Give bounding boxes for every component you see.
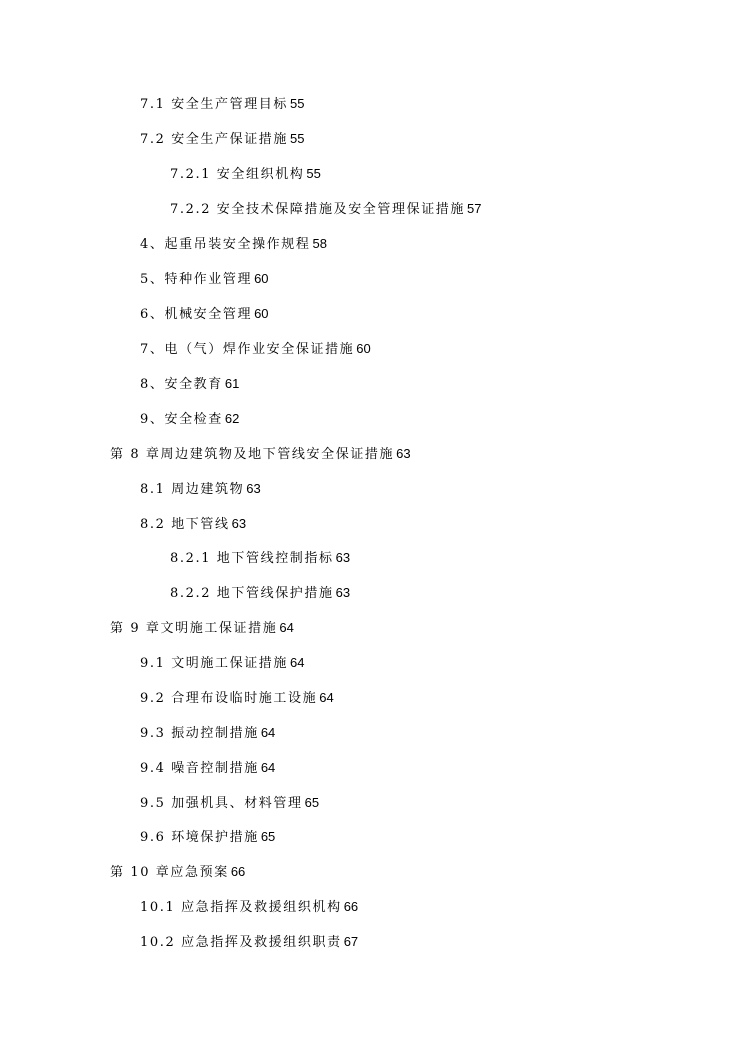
- toc-entry-9-1[interactable]: [140, 652, 304, 674]
- toc-chapter-9[interactable]: [110, 617, 294, 639]
- toc-entry-title: 4、起重吊装安全操作规程: [140, 237, 311, 252]
- toc-entry-title: 第 10 章应急预案: [110, 865, 229, 880]
- toc-entry-8-2-1[interactable]: [170, 547, 350, 569]
- toc-entry-page: 66: [343, 899, 359, 914]
- toc-entry-page: 65: [260, 829, 276, 844]
- toc-entry-title: 7、电（气）焊作业安全保证措施: [140, 342, 355, 357]
- toc-entry-page: 55: [290, 131, 305, 146]
- toc-entry-page: 63: [335, 585, 351, 600]
- toc-entry-page: 64: [319, 690, 334, 705]
- toc-entry-4[interactable]: [140, 233, 327, 255]
- toc-entry-title: 9.5 加强机具、材料管理: [140, 796, 303, 811]
- toc-entry-title: 10.2 应急指挥及救援组织职责: [140, 935, 342, 950]
- toc-entry-9-4[interactable]: [140, 757, 275, 779]
- toc-entry-page: 64: [260, 760, 276, 775]
- toc-entry-title: 7.2.1 安全组织机构: [170, 167, 305, 182]
- toc-entry-8-2-2[interactable]: [170, 582, 350, 604]
- toc-entry-page: 57: [467, 201, 482, 216]
- toc-entry-title: 5、特种作业管理: [140, 272, 253, 287]
- toc-entry-7-1[interactable]: [140, 93, 304, 115]
- toc-entry-10-1[interactable]: [140, 896, 358, 918]
- toc-entry-page: 61: [224, 376, 240, 391]
- toc-entry-page: 67: [343, 934, 359, 949]
- toc-entry-page: 60: [254, 306, 269, 321]
- toc-entry-page: 58: [312, 236, 327, 251]
- toc-entry-title: 第 8 章周边建筑物及地下管线安全保证措施: [110, 447, 395, 462]
- toc-entry-page: 60: [254, 271, 269, 286]
- toc-entry-page: 64: [260, 725, 276, 740]
- toc-entry-9-3[interactable]: [140, 722, 275, 744]
- toc-entry-7-2-2[interactable]: [170, 198, 481, 220]
- toc-entry-title: 9.6 环境保护措施: [140, 830, 259, 845]
- toc-entry-9-6[interactable]: [140, 826, 275, 848]
- toc-entry-7[interactable]: [140, 338, 371, 360]
- toc-entry-title: 7.2 安全生产保证措施: [140, 132, 289, 147]
- toc-entry-title: 9.4 噪音控制措施: [140, 761, 259, 776]
- toc-entry-6[interactable]: [140, 303, 269, 325]
- toc-entry-title: 10.1 应急指挥及救援组织机构: [140, 900, 342, 915]
- toc-entry-title: 8.1 周边建筑物: [140, 482, 245, 497]
- toc-entry-title: 8.2.1 地下管线控制指标: [170, 551, 334, 566]
- toc-entry-title: 9.1 文明施工保证措施: [140, 656, 289, 671]
- toc-entry-title: 9.2 合理布设临时施工设施: [140, 691, 318, 706]
- toc-entry-title: 8.2 地下管线: [140, 517, 230, 532]
- toc-entry-page: 60: [356, 341, 371, 356]
- toc-entry-9[interactable]: [140, 408, 239, 430]
- toc-entry-page: 62: [224, 411, 240, 426]
- toc-entry-page: 63: [246, 481, 261, 496]
- toc-entry-title: 9、安全检查: [140, 412, 223, 427]
- toc-entry-9-5[interactable]: [140, 792, 319, 814]
- toc-entry-title: 7.1 安全生产管理目标: [140, 97, 289, 112]
- toc-entry-5[interactable]: [140, 268, 269, 290]
- toc-entry-title: 第 9 章文明施工保证措施: [110, 621, 278, 636]
- toc-entry-8-1[interactable]: [140, 478, 261, 500]
- toc-entry-7-2-1[interactable]: [170, 163, 321, 185]
- toc-entry-page: 64: [279, 620, 294, 635]
- toc-chapter-10[interactable]: [110, 861, 245, 883]
- toc-entry-page: 55: [306, 166, 321, 181]
- toc-entry-page: 55: [290, 96, 305, 111]
- toc-entry-title: 6、机械安全管理: [140, 307, 253, 322]
- toc-entry-page: 63: [335, 550, 351, 565]
- toc-entry-10-2[interactable]: [140, 931, 358, 953]
- toc-entry-title: 9.3 振动控制措施: [140, 726, 259, 741]
- toc-entry-page: 63: [396, 446, 411, 461]
- toc-entry-page: 64: [290, 655, 305, 670]
- toc-entry-title: 8.2.2 地下管线保护措施: [170, 586, 334, 601]
- toc-entry-7-2[interactable]: [140, 128, 304, 150]
- toc-entry-title: 7.2.2 安全技术保障措施及安全管理保证措施: [170, 202, 466, 217]
- toc-chapter-8[interactable]: [110, 443, 411, 465]
- toc-entry-title: 8、安全教育: [140, 377, 223, 392]
- toc-entry-8[interactable]: [140, 373, 239, 395]
- toc-entry-page: 66: [230, 864, 246, 879]
- toc-entry-page: 65: [304, 795, 320, 810]
- toc-entry-8-2[interactable]: [140, 513, 246, 535]
- toc-entry-9-2[interactable]: [140, 687, 334, 709]
- toc-entry-page: 63: [231, 516, 247, 531]
